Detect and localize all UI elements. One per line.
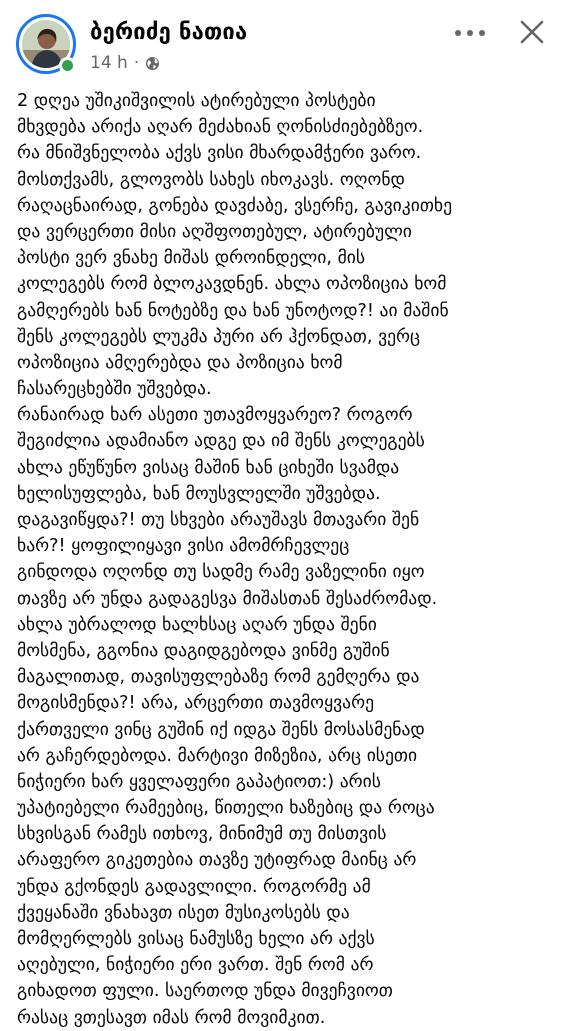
more-dots-icon <box>455 30 461 36</box>
post-text-line: უპატიებელი რამეებიც, წითელი ხაზებიც და როცა <box>17 798 435 819</box>
post-text-line: გამღერებს ხან ნოტებზე და ხან უნოტოდ?! აი მაშინ <box>17 300 449 321</box>
post-text-line: ქვეყანაში ვნახავთ ისეთ მუსიკოსებს და <box>17 902 350 923</box>
author-avatar[interactable] <box>16 14 76 74</box>
post-text-line: შეგიძლია ადამიანო ადგე და იმ შენს კოლეგებს <box>17 431 425 452</box>
post-text-line: ახლა უბრალოდ ხალხსაც აღარ უნდა შენი <box>17 614 377 635</box>
post-time[interactable]: 14 h <box>90 53 128 73</box>
post-text-line: კოლეგებს რომ ბლოკავდნენ. ახლა ოპოზიცია ხომ <box>17 274 447 295</box>
post-text-line: უნდა გქონდეს გადავლილი. როგორმე ამ <box>17 876 371 897</box>
post-header <box>0 0 564 86</box>
post-text-line: მოგისმენდა?! არა, არცერთი თავმოყვარე <box>17 693 375 714</box>
author-name[interactable]: ბერიძე ნათია <box>90 20 248 45</box>
post-text-line: მხვდება არიქა აღარ მეძახიან ღონისძიებებზეო. <box>17 117 424 138</box>
post-text-line: არაფერო გიკეთებია თავზე უტიფრად მაინც არ <box>17 850 417 871</box>
post-text-line: ჩასარეცხებში უშვებდა. <box>17 379 212 400</box>
more-dot <box>467 30 473 36</box>
post-text-line: გიხადოთ ფული. საერთოდ უნდა მივეჩვიოთ <box>17 981 393 1002</box>
post-text-line: მომღერლებს ვისაც ნამუსზე ხელი არ აქვს <box>17 929 375 949</box>
globe-icon[interactable] <box>145 56 160 71</box>
online-status-dot <box>59 57 76 74</box>
post-text-line: ახლა ეწუწუნო ვისაც მაშინ ხან ციხეში სვამდა <box>17 457 400 478</box>
post-text-line: მოსმენა, გგონია დაგიდგებოდა ვინმე გუშინ <box>17 640 390 661</box>
post-text-line: რაღაცნაირად, გონება დავძაბე, ვსერჩე, გავიკითხე <box>17 195 453 216</box>
post-text-line: 2 დღეა უშიკიშვილის ატირებული პოსტები <box>17 91 376 111</box>
post-text-line: რასაც ვთესავთ იმას რომ მოვიმკით. <box>17 1007 326 1028</box>
meta-separator: · <box>133 53 140 73</box>
post-text-line: და ვერცერთი მისი აღშფოთებულ, ატირებული <box>17 221 412 242</box>
post-text-line: მოსთქვამს, გლოვობს სახეს იხოკავს. ოღონდ <box>17 169 405 190</box>
post-meta <box>90 53 160 73</box>
post-text-line: ნიჭიერი ხარ ყველაფერი გაპატიოთ:) არის <box>17 771 381 792</box>
more-options-button[interactable] <box>455 22 485 44</box>
post-text-line: სხვისგან რამეს ითხოვ, მინიმუმ თუ მისთვის <box>17 824 387 845</box>
post-text-line: ოპოზიცია ამღერებდა და პოზიცია ხომ <box>17 352 343 373</box>
close-icon[interactable] <box>518 18 546 46</box>
more-dot <box>479 30 485 36</box>
post-text-line: შენს კოლეგებს ლუკმა პური არ ჰქონდათ, ვერც <box>17 326 421 347</box>
post-text-line: რა მნიშვნელობა აქვს ვისი მხარდამჭერი ვარო. <box>17 143 422 164</box>
post-text-line: აღებული, ნიჭიერი ერი ვართ. შენ რომ არ <box>17 955 374 976</box>
post-text-line: ხელისუფლება, ხან მოუსვლელში უშვებდა. <box>17 483 381 504</box>
post-text <box>17 88 553 1031</box>
post-text-line: პოსტი ვერ ვნახე მიშას დროინდელი, მის <box>17 248 366 269</box>
post-text-line: რანაირად ხარ ასეთი უთავმოყვარეო? როგორ <box>17 405 413 426</box>
post-text-line: მაგალითად, თავისუფლებაზე რომ გემღერა და <box>17 667 420 688</box>
post-text-line: არ გაჩერდებოდა. მარტივი მიზეზია, არც ისეთი <box>17 745 418 766</box>
post-text-line: დაგავიწყდა?! თუ სხვები არაუშავს მთავარი შენ <box>17 510 420 530</box>
post-text-line: ხარ?! ყოფილიყავი ვისი ამომრჩევლეც <box>17 536 350 557</box>
post-text-line: გინდოდა ოღონდ თუ სადმე რამე ვაზელინი იყო <box>17 562 425 583</box>
post-text-line: თავზე არ უნდა გადაგესვა მიშასთან შესაძრომად. <box>17 588 438 609</box>
post-text-line: ქართველი ვინც გუშინ იქ იდგა შენს მოსასმენად <box>17 719 425 740</box>
